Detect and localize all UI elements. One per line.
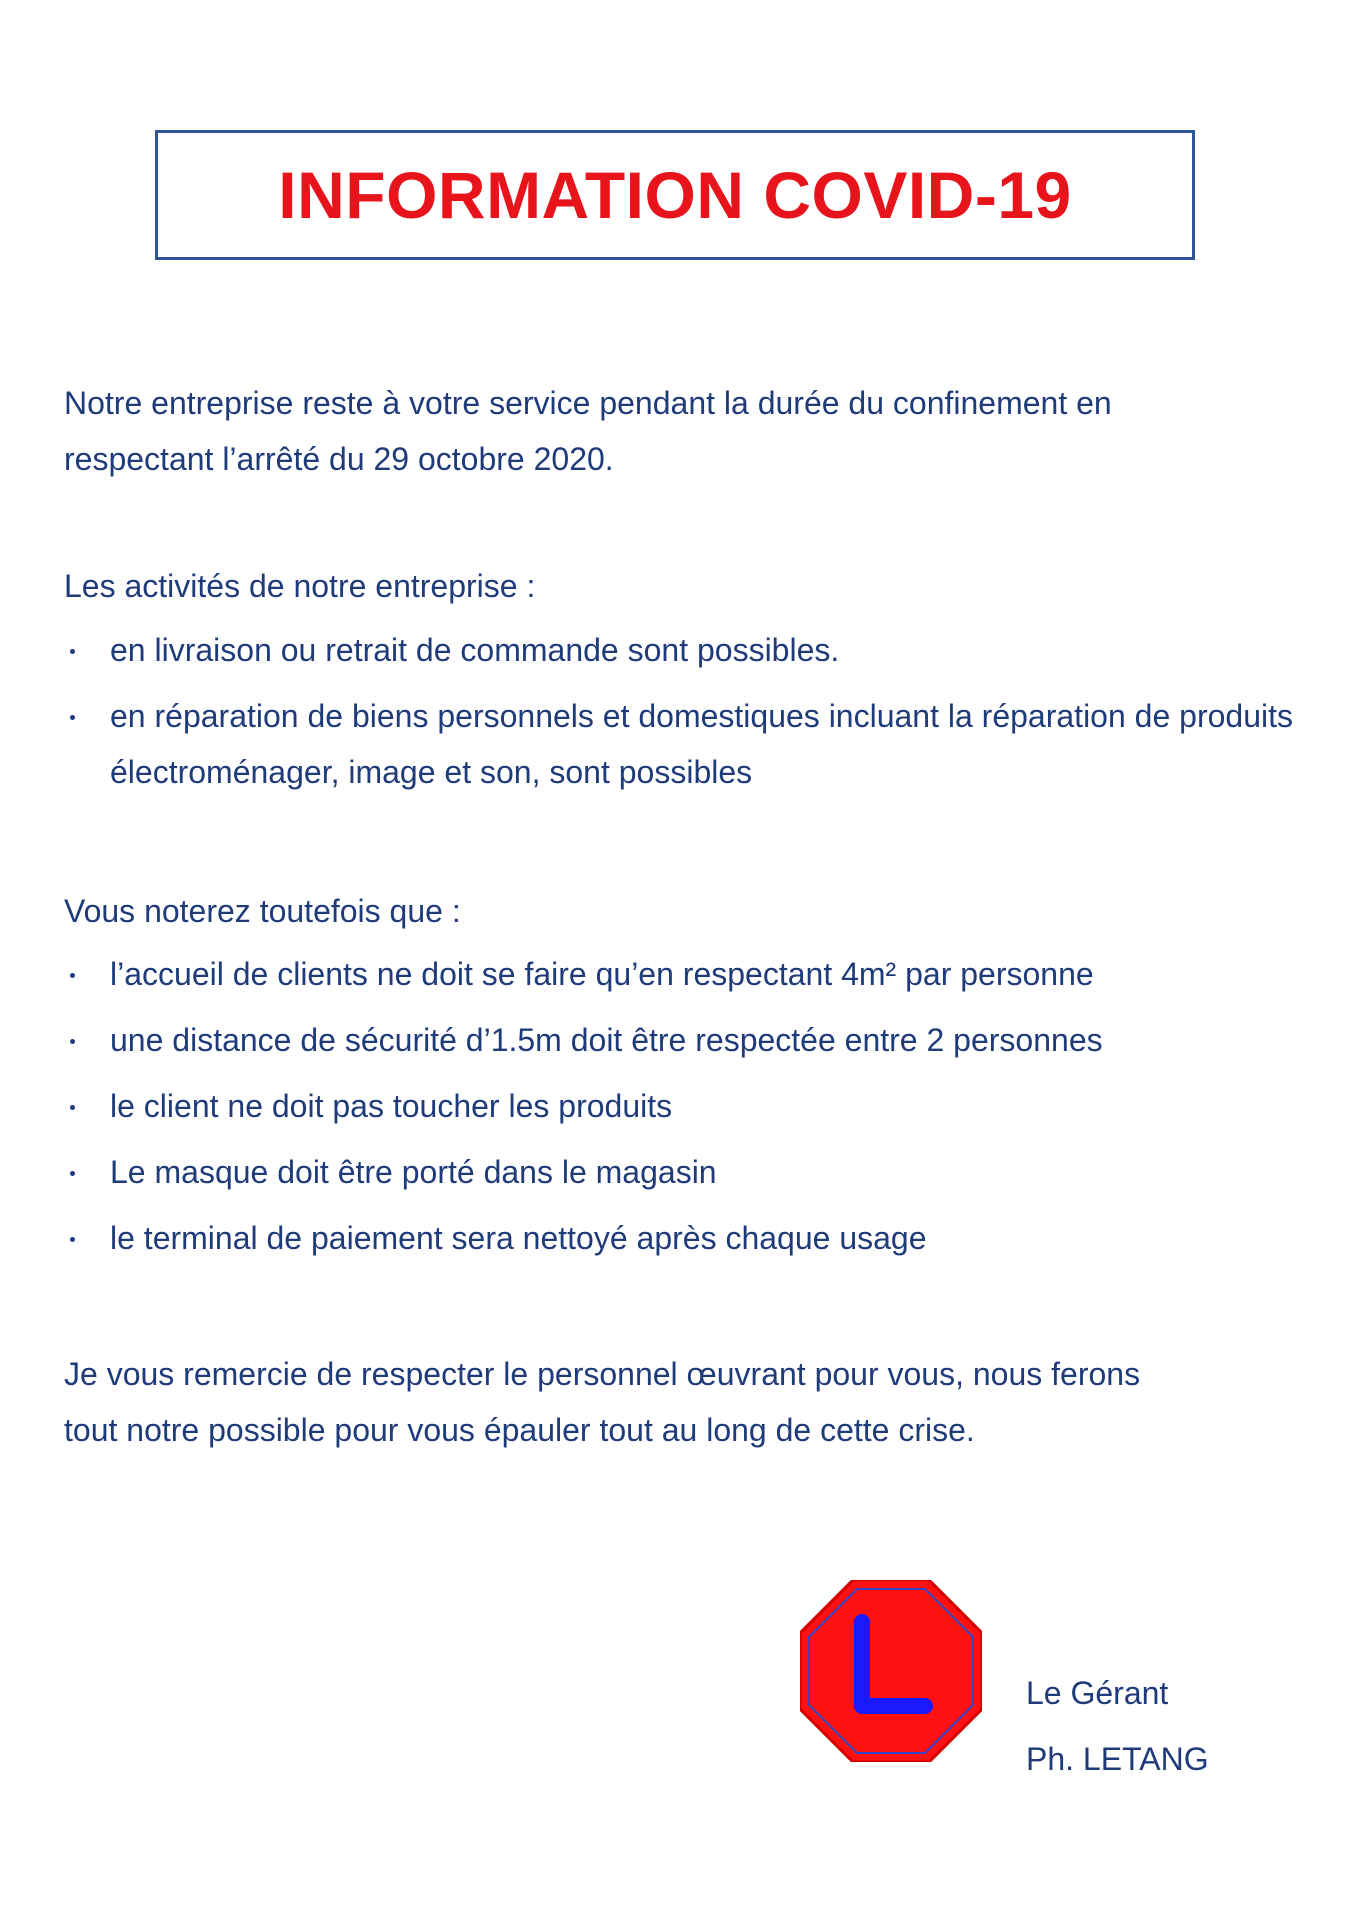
list-item: le client ne doit pas toucher les produits: [64, 1078, 1314, 1134]
logo-octagon-outer: [800, 1580, 982, 1762]
list-item: Le masque doit être porté dans le magasin: [64, 1144, 1314, 1200]
signature-role: Le Gérant: [1026, 1675, 1169, 1711]
bullet-icon: [70, 1237, 75, 1242]
intro-line: Notre entreprise reste à votre service pendant la durée du confinement en: [64, 385, 1112, 421]
bullet-icon: [70, 649, 75, 654]
activities-list: [64, 622, 1314, 810]
title-box: [155, 130, 1195, 260]
list-item: une distance de sécurité d’1.5m doit être respectée entre 2 personnes: [64, 1012, 1314, 1068]
list-item: en réparation de biens personnels et domestiques incluant la réparation de produits électroménager, image et son, sont possibles: [64, 688, 1314, 800]
bullet-icon: [70, 1105, 75, 1110]
notes-heading: Vous noterez toutefois que :: [64, 893, 461, 929]
notes-list: [64, 946, 1314, 1276]
list-item: l’accueil de clients ne doit se faire qu’en respectant 4m² par personne: [64, 946, 1314, 1002]
page-title: INFORMATION COVID-19: [278, 158, 1072, 232]
bullet-icon: [70, 715, 75, 720]
intro-line: respectant l’arrêté du 29 octobre 2020.: [64, 441, 614, 477]
bullet-icon: [70, 1171, 75, 1176]
bullet-icon: [70, 1039, 75, 1044]
list-item: en livraison ou retrait de commande sont possibles.: [64, 622, 1314, 678]
closing-line: tout notre possible pour vous épauler tout au long de cette crise.: [64, 1412, 975, 1448]
list-item: le terminal de paiement sera nettoyé après chaque usage: [64, 1210, 1314, 1266]
bullet-icon: [70, 973, 75, 978]
signature-block: [1026, 1660, 1209, 1792]
activities-heading: Les activités de notre entreprise :: [64, 568, 536, 604]
intro-paragraph: [64, 375, 1304, 487]
logo-octagon-icon: [800, 1580, 982, 1762]
signature-name: Ph. LETANG: [1026, 1741, 1209, 1777]
closing-paragraph: [64, 1346, 1304, 1458]
closing-line: Je vous remercie de respecter le personnel œuvrant pour vous, nous ferons: [64, 1356, 1141, 1392]
